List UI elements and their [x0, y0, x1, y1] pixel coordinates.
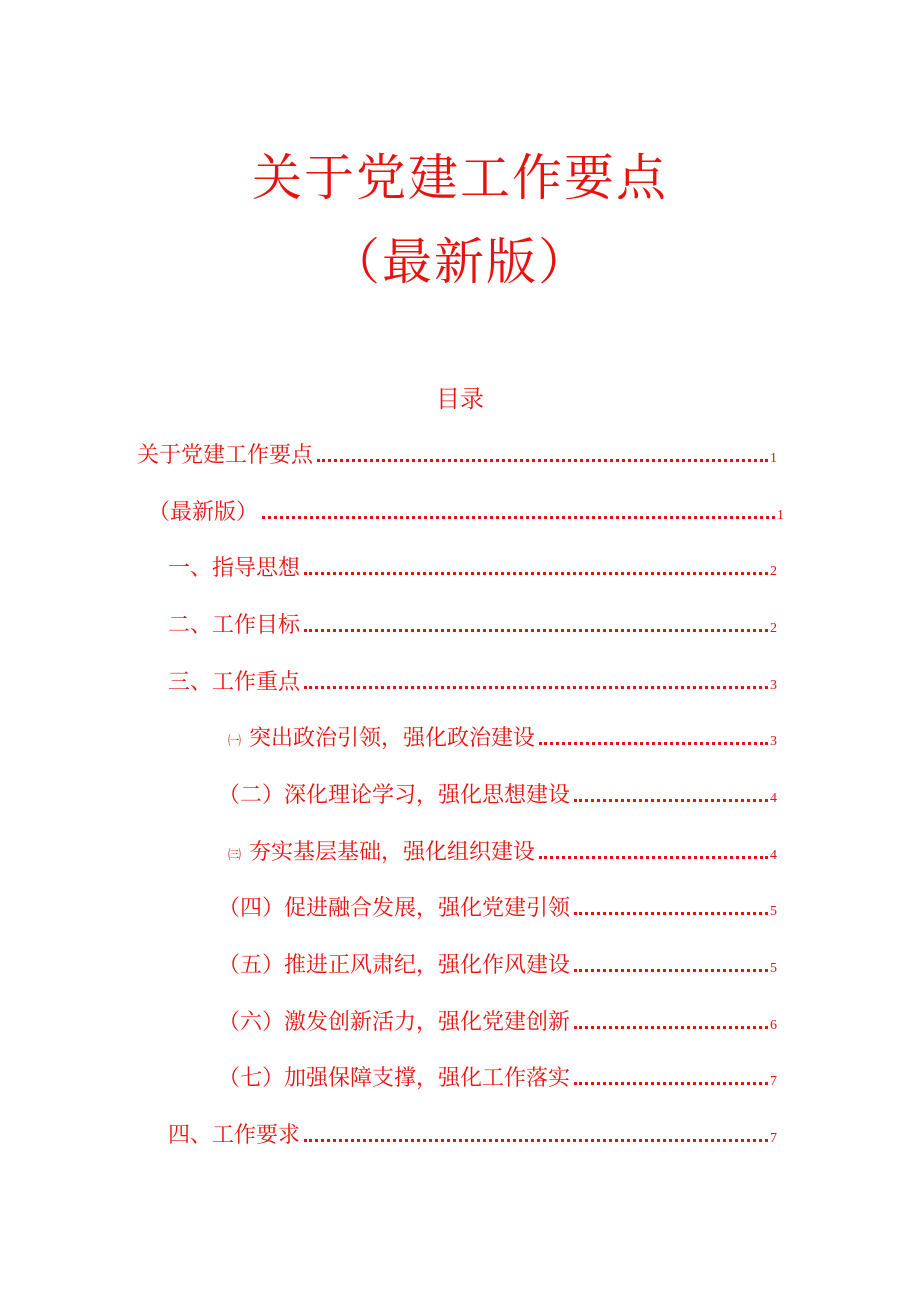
toc-entry-label: （五）推进正风肃纪，强化作风建设 — [218, 953, 571, 978]
toc-leader — [574, 912, 768, 915]
toc-entry-label: （六）激发创新活力，强化党建创新 — [218, 1010, 571, 1035]
toc-entry-page: 3 — [770, 734, 777, 749]
toc-entry-label: 关于党建工作要点 — [137, 443, 314, 468]
toc-entry[interactable] — [218, 777, 777, 809]
toc-entry-page: 5 — [770, 961, 777, 976]
toc-entry[interactable] — [168, 607, 777, 639]
document-subtitle: （最新版） — [330, 233, 590, 291]
toc-entry-label: 四、工作要求 — [168, 1123, 301, 1148]
toc-entry-page: 1 — [770, 451, 777, 466]
toc-entry-page: 7 — [770, 1074, 777, 1089]
toc-entry-page: 4 — [770, 848, 777, 863]
toc-entry[interactable] — [168, 1117, 777, 1149]
toc-entry[interactable] — [168, 664, 777, 696]
toc-entry-page: 4 — [770, 791, 777, 806]
toc-leader — [574, 969, 768, 972]
toc-entry-label-text: 夯实基层基础，强化组织建设 — [249, 840, 536, 865]
toc-entry[interactable] — [137, 437, 777, 469]
toc-entry-label — [228, 721, 535, 752]
toc-entry[interactable] — [228, 720, 777, 752]
toc-leader — [574, 1082, 768, 1085]
toc-entry[interactable] — [218, 947, 777, 979]
toc-heading: 目录 — [436, 385, 484, 413]
toc-leader — [574, 799, 768, 802]
toc-entry-page: 6 — [770, 1018, 777, 1033]
toc-entry-number: ㈠ — [228, 733, 242, 749]
toc-entry-page: 5 — [770, 904, 777, 919]
toc-entry-label: （七）加强保障支撑，强化工作落实 — [218, 1066, 571, 1091]
toc-entry-page: 2 — [770, 564, 777, 579]
toc-entry[interactable] — [218, 1004, 777, 1036]
toc-entry-label: 一、指导思想 — [168, 556, 301, 581]
toc-leader — [304, 629, 768, 632]
toc-entry-label-text: 突出政治引领，强化政治建设 — [249, 726, 536, 751]
toc-leader — [304, 1139, 768, 1142]
toc-entry-page: 2 — [770, 621, 777, 636]
toc-leader — [262, 516, 775, 519]
toc-entry-label — [228, 835, 535, 866]
toc-entry-page: 7 — [770, 1131, 777, 1146]
toc-entry[interactable] — [148, 494, 784, 526]
toc-entry-page: 1 — [777, 508, 784, 523]
toc-entry-label: （最新版） — [148, 500, 259, 525]
toc-leader — [539, 742, 768, 745]
toc-entry-label: （二）深化理论学习，强化思想建设 — [218, 783, 571, 808]
toc-leader — [539, 856, 768, 859]
document-title: 关于党建工作要点 — [252, 149, 668, 207]
toc-entry-label: 二、工作目标 — [168, 613, 301, 638]
toc-entry[interactable] — [228, 834, 777, 866]
toc-entry-number: ㈢ — [228, 847, 242, 863]
toc-entry-label: （四）促进融合发展，强化党建引领 — [218, 896, 571, 921]
toc-entry[interactable] — [218, 890, 777, 922]
toc-leader — [304, 572, 768, 575]
toc-entry-page: 3 — [770, 678, 777, 693]
toc-leader — [317, 459, 768, 462]
toc-leader — [574, 1026, 768, 1029]
toc-entry[interactable] — [168, 550, 777, 582]
toc-leader — [304, 686, 768, 689]
toc-entry-label: 三、工作重点 — [168, 670, 301, 695]
toc-entry[interactable] — [218, 1060, 777, 1092]
